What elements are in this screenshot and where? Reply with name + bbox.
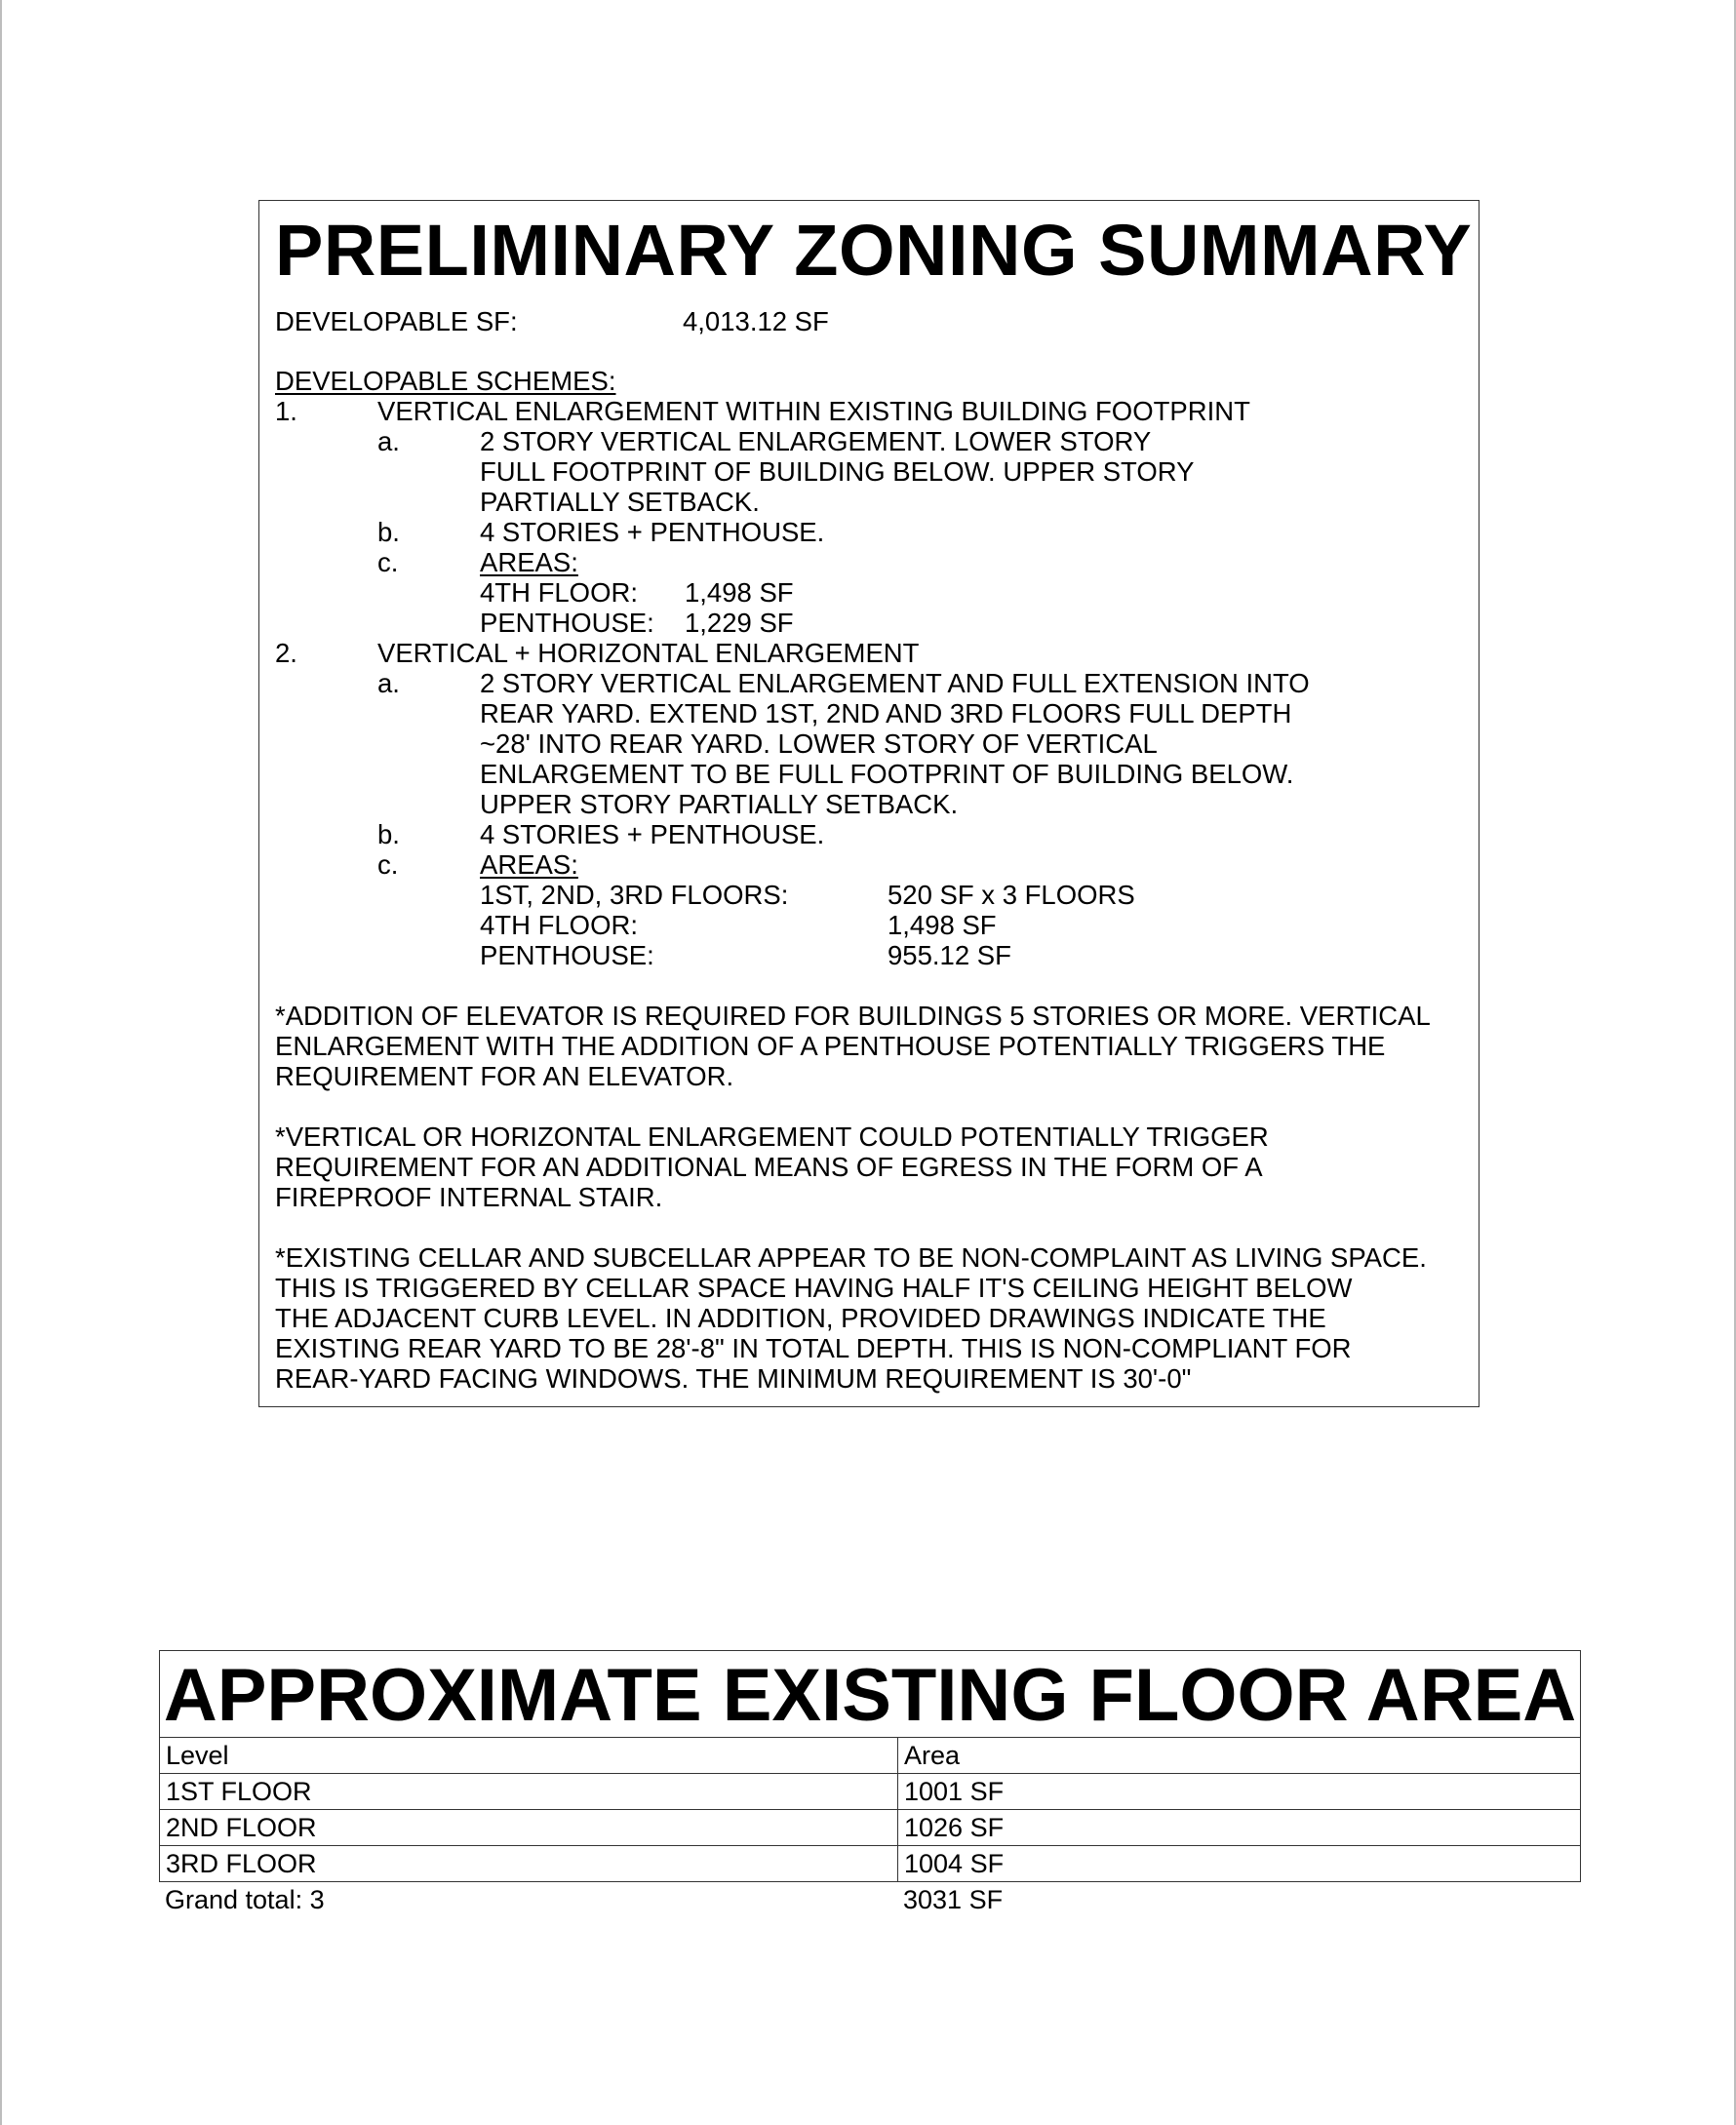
area-cell: 1026 SF (904, 1813, 1005, 1842)
note-egress-line: FIREPROOF INTERNAL STAIR. (275, 1182, 663, 1212)
developable-schemes-heading: DEVELOPABLE SCHEMES: (275, 366, 616, 396)
scheme-2-a-line: ~28' INTO REAR YARD. LOWER STORY OF VERTICAL (480, 728, 1158, 759)
scheme-1-number: 1. (275, 396, 297, 426)
scheme-1-area-value: 1,229 SF (685, 608, 794, 638)
area-cell: 1001 SF (904, 1777, 1005, 1806)
scheme-2-area-value: 955.12 SF (888, 940, 1011, 970)
note-cellar-line: EXISTING REAR YARD TO BE 28'-8" IN TOTAL DEPTH. THIS IS NON-COMPLIANT FOR (275, 1333, 1352, 1363)
grand-total-label: Grand total: 3 (165, 1885, 325, 1914)
zoning-summary-title: PRELIMINARY ZONING SUMMARY (275, 210, 1473, 291)
scheme-1-area-value: 1,498 SF (685, 577, 794, 608)
level-cell: 3RD FLOOR (160, 1846, 898, 1882)
note-egress-line: REQUIREMENT FOR AN ADDITIONAL MEANS OF EGRESS IN THE FORM OF A (275, 1152, 1263, 1182)
scheme-1-areas-heading: AREAS: (480, 547, 578, 577)
zoning-summary-box (258, 200, 1480, 1407)
scheme-2-a-line: ENLARGEMENT TO BE FULL FOOTPRINT OF BUILDING BELOW. (480, 759, 1294, 789)
scheme-2-areas-heading: AREAS: (480, 849, 578, 880)
scheme-1-c-marker: c. (377, 547, 399, 577)
table-header-row (160, 1738, 1580, 1774)
level-column-header: Level (160, 1738, 898, 1773)
scheme-2-a-marker: a. (377, 668, 400, 698)
scheme-1-area-label: PENTHOUSE: (480, 608, 654, 638)
scheme-2-area-value: 1,498 SF (888, 910, 997, 940)
scheme-2-title: VERTICAL + HORIZONTAL ENLARGEMENT (377, 638, 920, 668)
level-cell: 1ST FLOOR (160, 1774, 898, 1809)
scheme-2-b-marker: b. (377, 819, 400, 849)
table-row (160, 1810, 1580, 1846)
table-row (160, 1846, 1580, 1882)
grand-total-area: 3031 SF (903, 1885, 1004, 1914)
level-cell: 2ND FLOOR (160, 1810, 898, 1845)
area-column-header: Area (904, 1741, 961, 1770)
scheme-2-area-label: 4TH FLOOR: (480, 910, 638, 940)
scheme-2-a-line: 2 STORY VERTICAL ENLARGEMENT AND FULL EXTENSION INTO (480, 668, 1310, 698)
grand-total-row (159, 1882, 1581, 1918)
scheme-1-a-line: PARTIALLY SETBACK. (480, 487, 760, 517)
note-egress-line: *VERTICAL OR HORIZONTAL ENLARGEMENT COULD POTENTIALLY TRIGGER (275, 1122, 1269, 1152)
note-elevator-line: ENLARGEMENT WITH THE ADDITION OF A PENTHOUSE POTENTIALLY TRIGGERS THE (275, 1031, 1386, 1061)
scheme-1-title: VERTICAL ENLARGEMENT WITHIN EXISTING BUILDING FOOTPRINT (377, 396, 1250, 426)
scheme-2-c-marker: c. (377, 849, 399, 880)
scheme-1-b-marker: b. (377, 517, 400, 547)
scheme-1-area-label: 4TH FLOOR: (480, 577, 638, 608)
developable-sf-value: 4,013.12 SF (683, 306, 829, 336)
scheme-1-a-line: 2 STORY VERTICAL ENLARGEMENT. LOWER STORY (480, 426, 1152, 456)
table-row (160, 1774, 1580, 1810)
scheme-2-b-text: 4 STORIES + PENTHOUSE. (480, 819, 825, 849)
scheme-1-a-marker: a. (377, 426, 400, 456)
scheme-2-a-line: UPPER STORY PARTIALLY SETBACK. (480, 789, 959, 819)
note-elevator-line: REQUIREMENT FOR AN ELEVATOR. (275, 1061, 734, 1091)
note-cellar-line: THE ADJACENT CURB LEVEL. IN ADDITION, PROVIDED DRAWINGS INDICATE THE (275, 1303, 1326, 1333)
area-cell: 1004 SF (904, 1849, 1005, 1878)
scheme-2-number: 2. (275, 638, 297, 668)
note-cellar-line: REAR-YARD FACING WINDOWS. THE MINIMUM REQUIREMENT IS 30'-0" (275, 1363, 1192, 1394)
scheme-1-a-line: FULL FOOTPRINT OF BUILDING BELOW. UPPER STORY (480, 456, 1195, 487)
scheme-2-area-label: 1ST, 2ND, 3RD FLOORS: (480, 880, 789, 910)
scheme-2-area-value: 520 SF x 3 FLOORS (888, 880, 1135, 910)
scheme-1-b-text: 4 STORIES + PENTHOUSE. (480, 517, 825, 547)
page-edge-left (0, 0, 2, 2125)
scheme-2-area-label: PENTHOUSE: (480, 940, 654, 970)
floor-area-table (159, 1650, 1581, 1882)
scheme-2-a-line: REAR YARD. EXTEND 1ST, 2ND AND 3RD FLOORS FULL DEPTH (480, 698, 1292, 728)
floor-area-title: APPROXIMATE EXISTING FLOOR AREA (160, 1651, 1580, 1738)
developable-sf-label: DEVELOPABLE SF: (275, 306, 518, 336)
note-cellar-line: THIS IS TRIGGERED BY CELLAR SPACE HAVING HALF IT'S CEILING HEIGHT BELOW (275, 1273, 1353, 1303)
note-elevator-line: *ADDITION OF ELEVATOR IS REQUIRED FOR BUILDINGS 5 STORIES OR MORE. VERTICAL (275, 1001, 1431, 1031)
note-cellar-line: *EXISTING CELLAR AND SUBCELLAR APPEAR TO BE NON-COMPLAINT AS LIVING SPACE. (275, 1242, 1427, 1273)
